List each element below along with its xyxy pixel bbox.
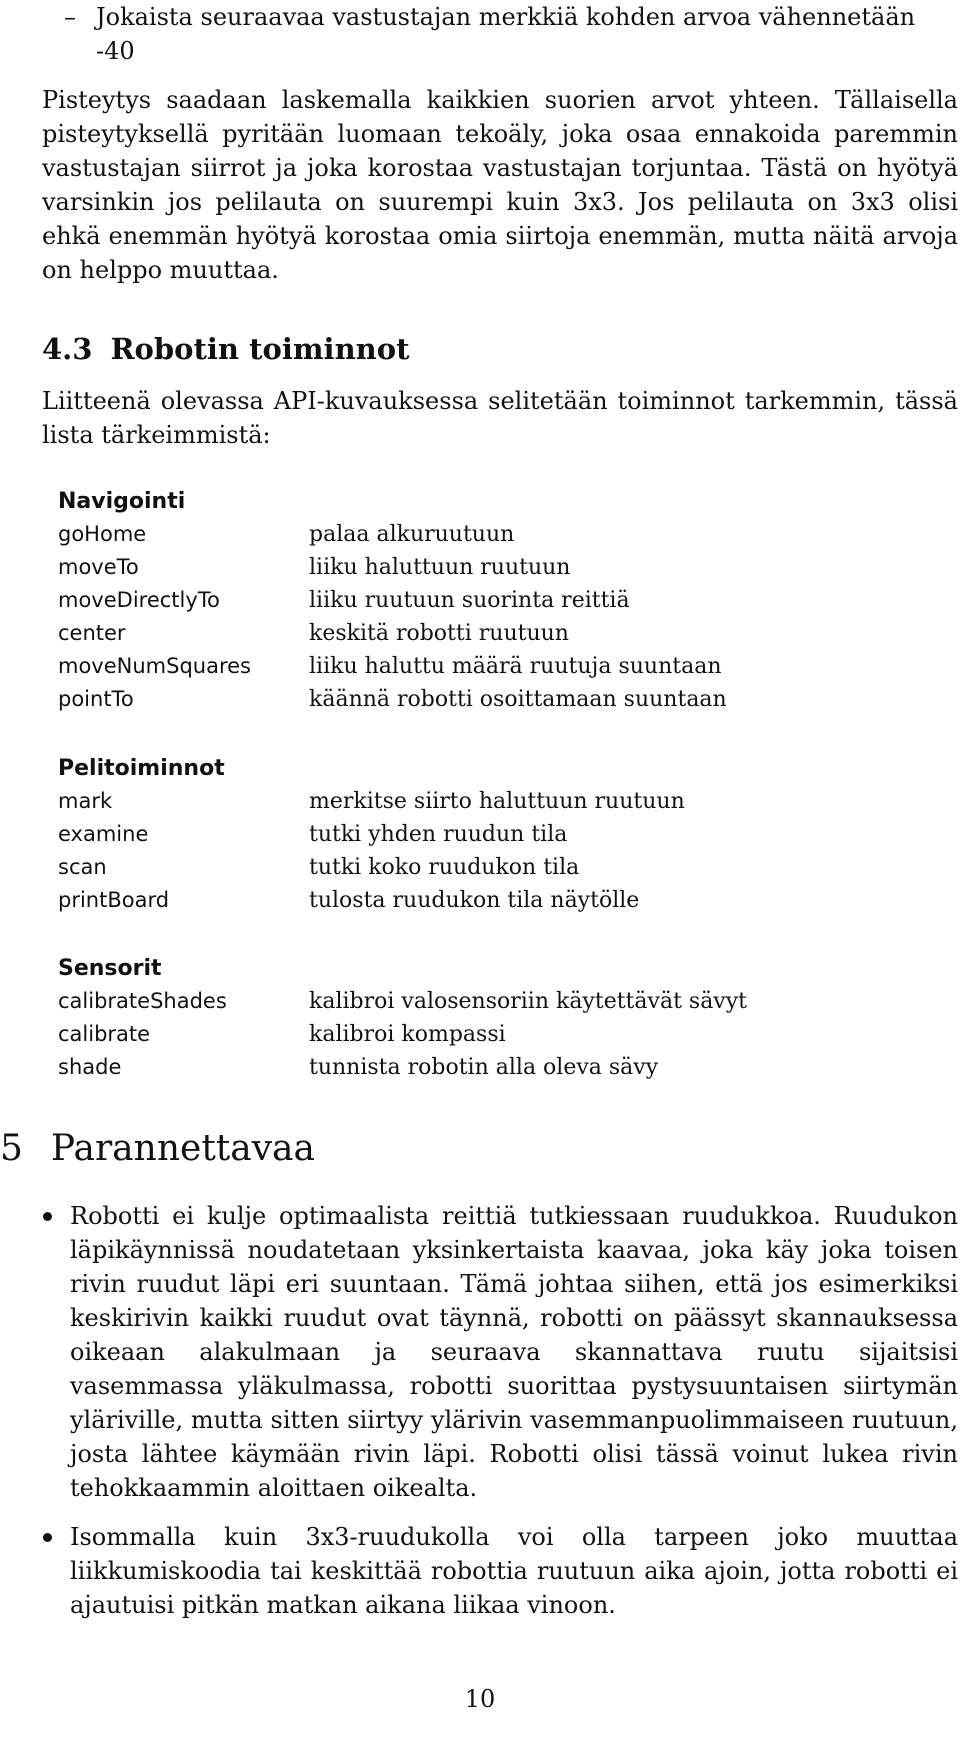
section-title: Parannettavaa [50, 1128, 315, 1169]
function-row [58, 785, 938, 818]
function-row [58, 1018, 938, 1051]
dash-list [0, 0, 960, 70]
intro-paragraph: Pisteytys saadaan laskemalla kaikkien suorien arvot yhteen. Tällaisella pisteytyksellä pyritään luomaan tekoäly, joka osaa ennakoida paremmin vastustajan siirrot ja joka korostaa vastustajan torjuntaa. Tästä on hyötyä varsinkin jos pelilauta on suurempi kuin 3x3. Jos pelilauta on 3x3 olisi ehkä enemmän hyötyä korostaa omia siirtoja enemmän, mutta näitä arvoja on helppo muuttaa. [42, 86, 958, 284]
subsection-number: 4.3 [42, 332, 93, 366]
function-name: examine [58, 822, 149, 846]
section-heading [0, 1125, 315, 1173]
function-row [58, 884, 938, 917]
function-group-navigointi [58, 485, 938, 716]
bullet-item [70, 1199, 958, 1505]
dash-marker: – [64, 3, 76, 31]
function-name: scan [58, 855, 107, 879]
function-name: printBoard [58, 888, 170, 912]
function-name: calibrateShades [58, 989, 227, 1013]
function-name: center [58, 621, 126, 645]
group-title: Sensorit [58, 956, 162, 981]
function-row [58, 518, 938, 551]
function-name: moveNumSquares [58, 654, 251, 678]
bullet-text: Isommalla kuin 3x3-ruudukolla voi olla tarpeen joko muuttaa liikkumiskoodia tai keskittää robottia ruutuun aika ajoin, jotta robotti ei ajautuisi pitkän matkan aikana liikaa vinoon. [70, 1523, 958, 1619]
function-desc: liiku haluttuun ruutuun [309, 555, 571, 580]
function-desc: kalibroi kompassi [309, 1022, 506, 1047]
group-title: Navigointi [58, 489, 186, 514]
function-row [58, 683, 938, 716]
function-group-sensorit [58, 952, 938, 1084]
subsection-title: Robotin toiminnot [110, 332, 410, 366]
function-desc: liiku haluttu määrä ruutuja suuntaan [309, 654, 722, 679]
function-desc: kalibroi valosensoriin käytettävät sävyt [309, 989, 748, 1014]
function-row [58, 617, 938, 650]
function-row [58, 584, 938, 617]
function-desc: tulosta ruudukon tila näytölle [309, 888, 640, 913]
function-desc: tutki yhden ruudun tila [309, 822, 568, 847]
function-name: mark [58, 789, 113, 813]
function-name: moveDirectlyTo [58, 588, 220, 612]
function-name: pointTo [58, 687, 134, 711]
function-row [58, 985, 938, 1018]
bullet-dot [43, 1533, 52, 1542]
function-name: moveTo [58, 555, 139, 579]
dash-list-item-text: Jokaista seuraavaa vastustajan merkkiä kohden arvoa vähennetään -40 [96, 3, 916, 65]
function-name: calibrate [58, 1022, 151, 1046]
function-row [58, 818, 938, 851]
function-desc: keskitä robotti ruutuun [309, 621, 569, 646]
function-desc: palaa alkuruutuun [309, 522, 515, 547]
function-group-pelitoiminnot [58, 752, 938, 917]
function-name: shade [58, 1055, 122, 1079]
dash-list-item [64, 0, 956, 68]
function-name: goHome [58, 522, 147, 546]
bullet-dot [43, 1212, 52, 1221]
function-desc: käännä robotti osoittamaan suuntaan [309, 687, 727, 712]
function-row [58, 1051, 938, 1084]
function-desc: merkitse siirto haluttuun ruutuun [309, 789, 685, 814]
function-desc: tutki koko ruudukon tila [309, 855, 580, 880]
bullet-item [70, 1520, 958, 1622]
subsection-intro: Liitteenä olevassa API-kuvauksessa selitetään toiminnot tarkemmin, tässä lista tärkeimmistä: [42, 387, 958, 449]
group-title: Pelitoiminnot [58, 756, 225, 781]
function-row [58, 851, 938, 884]
section-number: 5 [0, 1128, 23, 1169]
subsection-heading [42, 329, 409, 369]
bullet-text: Robotti ei kulje optimaalista reittiä tutkiessaan ruudukkoa. Ruudukon läpikäynnissä noudatetaan yksinkertaista kaavaa, joka käy joka toisen rivin ruudut läpi eri suuntaan. Tämä johtaa siihen, että jos esimerkiksi keskirivin kaikki ruudut ovat täynnä, robotti on päässyt skannauksessa oikeaan alakulmaan ja seuraava skannattava ruutu sijaitsisi vasemmassa yläkulmassa, robotti suorittaa pystysuuntaisen siirtymän yläriville, mutta sitten siirtyy ylärivin vasemmanpuolimmaiseen ruutuun, josta lähtee käymään rivin läpi. Robotti olisi tässä voinut lukea rivin tehokkaammin aloittaen oikealta. [70, 1202, 958, 1502]
function-row [58, 650, 938, 683]
page-number: 10 [464, 1685, 496, 1713]
function-desc: liiku ruutuun suorinta reittiä [309, 588, 630, 613]
function-desc: tunnista robotin alla oleva sävy [309, 1055, 659, 1080]
function-row [58, 551, 938, 584]
